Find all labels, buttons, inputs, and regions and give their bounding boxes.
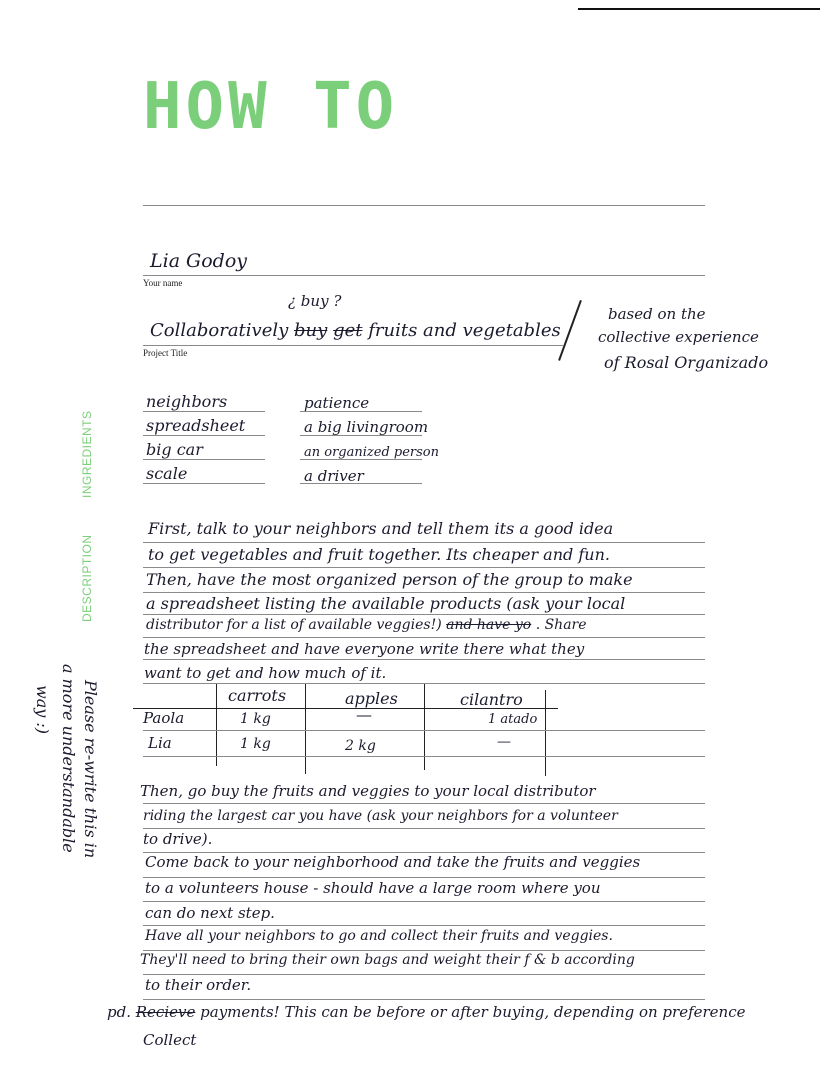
ingredient-left-1: neighbors bbox=[146, 392, 228, 411]
desc-p2-line-8: They'll need to bring their own bags and weight their f & b according bbox=[140, 952, 635, 968]
ingredients-section-label: INGREDIENTS bbox=[80, 410, 94, 498]
lined-rule bbox=[143, 730, 705, 731]
desc-p1-line-3: Then, have the most organized person of the group to make bbox=[146, 570, 633, 589]
title-rest: fruits and vegetables bbox=[368, 320, 561, 341]
desc-p2-line-1: Then, go buy the fruits and veggies to your local distributor bbox=[140, 782, 596, 800]
table-col-line bbox=[545, 690, 546, 776]
pd-correction: Collect bbox=[143, 1031, 197, 1049]
title-insert: ¿ buy ? bbox=[288, 292, 342, 310]
lined-rule bbox=[143, 999, 705, 1000]
page-title: HOW TO bbox=[143, 70, 399, 144]
table-cell: — bbox=[497, 734, 511, 750]
scan-edge-line bbox=[578, 8, 820, 10]
lined-rule bbox=[143, 803, 705, 804]
title-rule bbox=[143, 205, 705, 206]
ingredient-rule bbox=[143, 411, 265, 412]
desc-p2-line-4: Come back to your neighborhood and take the fruits and veggies bbox=[145, 853, 641, 871]
table-header-apples: apples bbox=[345, 689, 398, 708]
ingredient-rule bbox=[300, 435, 422, 436]
ingredient-rule bbox=[300, 483, 422, 484]
ingredient-left-2: spreadsheet bbox=[146, 416, 246, 435]
ingredient-right-2: a big livingroom bbox=[304, 418, 429, 436]
desc-p1-after-struck: . Share bbox=[535, 617, 587, 633]
ingredient-rule bbox=[300, 459, 422, 460]
margin-note-line-2: a more understandable bbox=[59, 664, 78, 853]
ingredient-rule bbox=[300, 411, 422, 412]
desc-p2-line-5: to a volunteers house - should have a large room where you bbox=[145, 879, 601, 897]
lined-rule bbox=[143, 637, 705, 638]
table-cell: 2 kg bbox=[345, 738, 376, 754]
table-row-name: Lia bbox=[148, 734, 172, 752]
desc-p2-line-9: to their order. bbox=[145, 976, 252, 994]
desc-p2-line-2: riding the largest car you have (ask your neighbors for a volunteer bbox=[143, 808, 618, 824]
lined-rule bbox=[143, 901, 705, 902]
desc-p2-line-7: Have all your neighbors to go and collect their fruits and veggies. bbox=[145, 928, 613, 944]
note-line-3: of Rosal Organizado bbox=[604, 353, 769, 372]
title-rule-2 bbox=[143, 345, 563, 346]
lined-rule bbox=[143, 592, 705, 593]
title-word-1: Collaboratively bbox=[150, 320, 289, 341]
desc-p1-line-7: want to get and how much of it. bbox=[144, 664, 387, 682]
ingredient-rule bbox=[143, 459, 265, 460]
desc-p1-line-1: First, talk to your neighbors and tell them its a good idea bbox=[148, 519, 614, 538]
note-line-1: based on the bbox=[608, 305, 706, 323]
table-col-line bbox=[305, 684, 306, 774]
table-cell: 1 kg bbox=[240, 711, 271, 727]
lined-rule bbox=[143, 756, 705, 757]
lined-rule bbox=[143, 659, 705, 660]
table-header-carrots: carrots bbox=[228, 686, 287, 705]
note-line-2: collective experience bbox=[598, 328, 759, 346]
pd-text: payments! This can be before or after buying, depending on preference bbox=[200, 1003, 746, 1021]
ingredient-left-4: scale bbox=[146, 464, 188, 483]
ingredient-rule bbox=[143, 435, 265, 436]
desc-p1-line-5-text: distributor for a list of available veggies!) bbox=[146, 617, 442, 633]
lined-rule bbox=[143, 877, 705, 878]
desc-p1-line-6: the spreadsheet and have everyone write there what they bbox=[144, 640, 585, 658]
desc-p1-line-4: a spreadsheet listing the available products (ask your local bbox=[146, 594, 626, 613]
project-title-value bbox=[150, 320, 561, 341]
ingredient-right-3: an organized person bbox=[304, 445, 439, 460]
slash-divider bbox=[558, 300, 581, 361]
table-row-name: Paola bbox=[143, 709, 185, 727]
lined-rule bbox=[143, 828, 705, 829]
ingredient-left-3: big car bbox=[146, 440, 203, 459]
pd-prefix: pd. bbox=[107, 1003, 131, 1021]
title-struck-1: buy bbox=[294, 320, 328, 341]
lined-rule bbox=[143, 542, 705, 543]
table-col-line bbox=[216, 684, 217, 766]
desc-p2-line-3: to drive). bbox=[143, 830, 213, 848]
desc-p1-line-2: to get vegetables and fruit together. Its cheaper and fun. bbox=[148, 545, 610, 564]
margin-note-line-1: Please re-write this in bbox=[81, 680, 100, 859]
ingredient-rule bbox=[143, 483, 265, 484]
table-cell: 1 kg bbox=[240, 736, 271, 752]
desc-p1-struck: and have yo bbox=[446, 617, 532, 633]
desc-p1-line-5 bbox=[146, 617, 587, 633]
name-caption: Your name bbox=[143, 278, 183, 288]
lined-rule bbox=[143, 974, 705, 975]
title-struck-2: get bbox=[333, 320, 363, 341]
lined-rule bbox=[143, 950, 705, 951]
margin-note-line-3: way :) bbox=[33, 685, 52, 734]
name-rule bbox=[143, 275, 705, 276]
lined-rule bbox=[143, 567, 705, 568]
ingredient-right-4: a driver bbox=[304, 467, 364, 485]
table-cell: — bbox=[356, 705, 372, 724]
pd-struck: Recieve bbox=[135, 1003, 196, 1021]
ingredient-right-1: patience bbox=[304, 394, 370, 412]
name-value: Lia Godoy bbox=[150, 250, 248, 272]
project-title-caption: Project Title bbox=[143, 348, 188, 358]
table-header-cilantro: cilantro bbox=[460, 690, 523, 709]
table-cell: 1 atado bbox=[488, 712, 538, 727]
lined-rule bbox=[143, 925, 705, 926]
pd-line bbox=[107, 1003, 746, 1021]
lined-rule bbox=[143, 614, 705, 615]
description-section-label: DESCRIPTION bbox=[80, 534, 94, 622]
desc-p2-line-6: can do next step. bbox=[145, 904, 275, 922]
table-col-line bbox=[424, 684, 425, 770]
